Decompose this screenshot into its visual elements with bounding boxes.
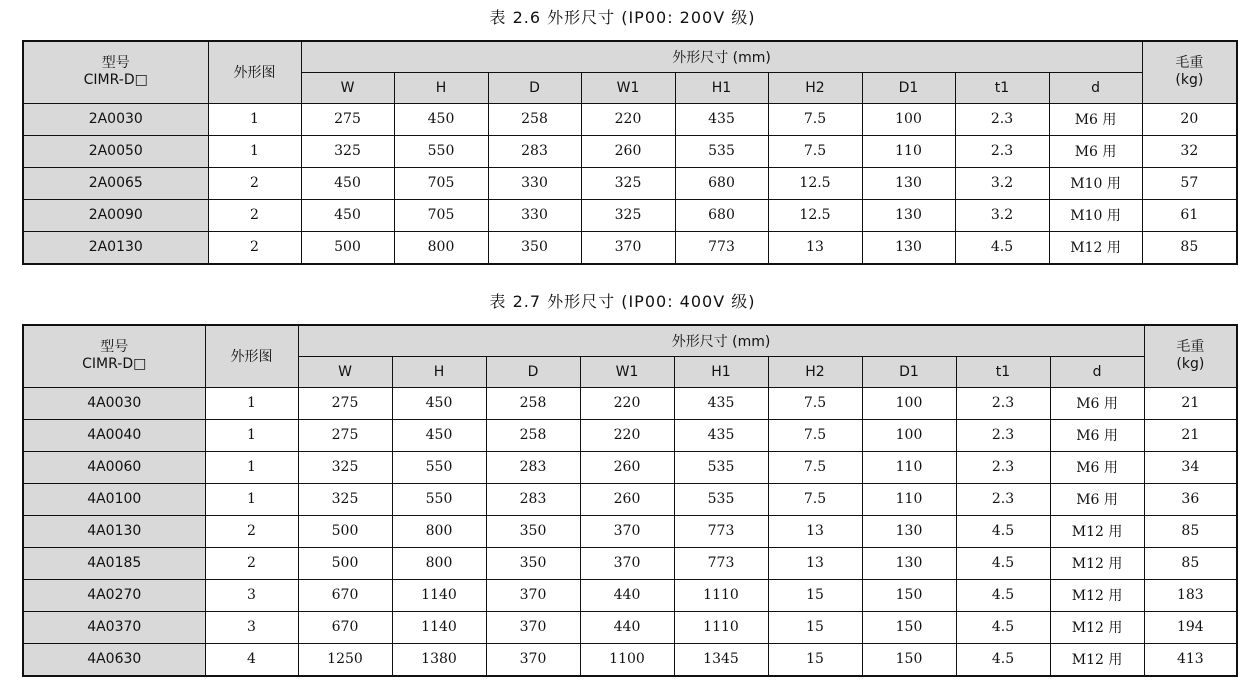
dimension-cell: 350	[486, 515, 580, 547]
dimension-cell: 370	[486, 579, 580, 611]
dimension-cell: M12 用	[1050, 643, 1144, 676]
dimension-cell: 7.5	[768, 451, 862, 483]
figure-cell: 2	[208, 167, 301, 199]
dimension-cell: 2.3	[955, 135, 1049, 167]
model-header-label: 型号	[101, 55, 130, 72]
weight-cell: 34	[1144, 451, 1237, 483]
dimension-cell: 4.5	[956, 547, 1050, 579]
weight-cell: 194	[1144, 611, 1237, 643]
dimensions-table-200v	[22, 40, 1238, 265]
dimension-cell: 1250	[298, 643, 392, 676]
dimension-cell: 773	[674, 515, 768, 547]
figure-cell: 1	[205, 419, 298, 451]
model-header-sub: CIMR-D□	[82, 356, 147, 373]
dimension-cell: 220	[580, 419, 674, 451]
table-row	[23, 167, 1237, 199]
weight-header	[1144, 325, 1237, 387]
figure-header: 外形图	[205, 325, 298, 387]
dimension-cell: 2.3	[955, 103, 1049, 135]
dimension-cell: 130	[862, 547, 956, 579]
figure-cell: 1	[205, 483, 298, 515]
dimension-cell: 4.5	[955, 231, 1049, 264]
dimension-cell: 2.3	[956, 483, 1050, 515]
figure-cell: 3	[205, 611, 298, 643]
model-cell: 4A0185	[23, 547, 205, 579]
dimension-cell: 330	[488, 199, 581, 231]
dimension-cell: 1140	[392, 611, 486, 643]
dimension-cell: M6 用	[1050, 419, 1144, 451]
dimension-cell: 325	[298, 483, 392, 515]
dimension-column-header: H1	[675, 72, 768, 103]
dimension-cell: 13	[768, 515, 862, 547]
dimension-cell: 4.5	[956, 643, 1050, 676]
dimension-cell: 325	[298, 451, 392, 483]
dimension-cell: 283	[486, 451, 580, 483]
dimension-column-header: D	[486, 356, 580, 387]
figure-header: 外形图	[208, 41, 301, 103]
dimension-cell: M6 用	[1049, 135, 1142, 167]
dimensions-group-header: 外形尺寸 (mm)	[301, 41, 1142, 72]
dimension-cell: 350	[486, 547, 580, 579]
table-row	[23, 135, 1237, 167]
dimension-cell: 535	[675, 135, 768, 167]
dimension-cell: M10 用	[1049, 167, 1142, 199]
dimension-cell: 680	[675, 167, 768, 199]
dimension-cell: 450	[301, 167, 394, 199]
dimension-cell: 100	[862, 103, 955, 135]
dimension-cell: 258	[486, 419, 580, 451]
weight-header-label: 毛重	[1176, 339, 1205, 356]
dimension-cell: 3.2	[955, 199, 1049, 231]
dimension-cell: 500	[298, 515, 392, 547]
model-cell: 2A0090	[23, 199, 208, 231]
table-row	[23, 419, 1237, 451]
dimension-cell: 370	[486, 611, 580, 643]
weight-header-label: 毛重	[1175, 55, 1204, 72]
dimension-cell: 1380	[392, 643, 486, 676]
dimension-cell: 435	[674, 387, 768, 419]
dimension-cell: 7.5	[768, 135, 862, 167]
dimension-column-header: D1	[862, 356, 956, 387]
dimension-cell: 150	[862, 579, 956, 611]
dimension-cell: M12 用	[1050, 579, 1144, 611]
header-row	[23, 41, 1237, 72]
dimension-column-header: H1	[674, 356, 768, 387]
dimension-cell: M12 用	[1050, 515, 1144, 547]
model-header	[23, 41, 208, 103]
model-header-label: 型号	[100, 339, 129, 356]
dimension-cell: 15	[768, 611, 862, 643]
weight-cell: 36	[1144, 483, 1237, 515]
dimension-cell: M12 用	[1050, 547, 1144, 579]
table-row	[23, 515, 1237, 547]
table-caption-200v: 表 2.6 外形尺寸 (IP00: 200V 级)	[489, 8, 756, 27]
dimension-cell: 325	[301, 135, 394, 167]
dimension-column-header: H2	[768, 72, 862, 103]
table-row	[23, 643, 1237, 676]
figure-cell: 4	[205, 643, 298, 676]
dimension-cell: 15	[768, 643, 862, 676]
dimension-cell: M6 用	[1049, 103, 1142, 135]
dimension-cell: 13	[768, 231, 862, 264]
weight-header-unit: (kg)	[1175, 72, 1204, 89]
figure-cell: 2	[208, 231, 301, 264]
dimension-cell: 260	[581, 135, 675, 167]
model-cell: 4A0040	[23, 419, 205, 451]
dimension-cell: 220	[580, 387, 674, 419]
table-caption-400v: 表 2.7 外形尺寸 (IP00: 400V 级)	[489, 292, 756, 311]
table-row	[23, 547, 1237, 579]
dimension-cell: 12.5	[768, 167, 862, 199]
dimension-cell: 7.5	[768, 483, 862, 515]
dimension-cell: 150	[862, 611, 956, 643]
dimension-cell: 1110	[674, 579, 768, 611]
model-cell: 4A0130	[23, 515, 205, 547]
dimension-column-header: d	[1050, 356, 1144, 387]
weight-cell: 21	[1144, 387, 1237, 419]
dimension-column-header: W	[298, 356, 392, 387]
dimension-column-header: W	[301, 72, 394, 103]
dimension-cell: 4.5	[956, 579, 1050, 611]
dimension-cell: 1345	[674, 643, 768, 676]
dimension-cell: 550	[392, 483, 486, 515]
dimension-cell: M12 用	[1049, 231, 1142, 264]
model-header-sub: CIMR-D□	[83, 72, 148, 89]
dimension-cell: 535	[674, 483, 768, 515]
dimension-cell: 2.3	[956, 387, 1050, 419]
dimension-cell: 670	[298, 611, 392, 643]
dimension-column-header: d	[1049, 72, 1142, 103]
figure-cell: 2	[205, 515, 298, 547]
model-cell: 2A0065	[23, 167, 208, 199]
dimension-cell: 705	[394, 167, 488, 199]
dimension-cell: 3.2	[955, 167, 1049, 199]
dimension-cell: 500	[301, 231, 394, 264]
model-header	[23, 325, 205, 387]
dimension-cell: 15	[768, 579, 862, 611]
dimension-cell: 110	[862, 135, 955, 167]
dimension-cell: 325	[581, 199, 675, 231]
model-cell: 4A0100	[23, 483, 205, 515]
dimension-cell: 435	[674, 419, 768, 451]
dimension-cell: 275	[298, 419, 392, 451]
dimension-cell: 773	[674, 547, 768, 579]
dimension-cell: 370	[580, 515, 674, 547]
dimension-cell: 705	[394, 199, 488, 231]
dimension-cell: M6 用	[1050, 387, 1144, 419]
dimension-cell: 275	[301, 103, 394, 135]
weight-cell: 32	[1142, 135, 1237, 167]
dimension-cell: 440	[580, 579, 674, 611]
dimension-cell: 800	[392, 515, 486, 547]
dimension-cell: 1140	[392, 579, 486, 611]
weight-cell: 183	[1144, 579, 1237, 611]
dimension-column-header: D	[488, 72, 581, 103]
dimension-cell: 4.5	[956, 611, 1050, 643]
dimension-cell: 7.5	[768, 103, 862, 135]
dimension-cell: 330	[488, 167, 581, 199]
dimension-cell: 550	[392, 451, 486, 483]
weight-cell: 61	[1142, 199, 1237, 231]
dimension-cell: 130	[862, 199, 955, 231]
dimension-cell: 100	[862, 387, 956, 419]
dimension-cell: 260	[580, 451, 674, 483]
dimension-cell: 130	[862, 231, 955, 264]
dimension-cell: 258	[488, 103, 581, 135]
model-cell: 2A0130	[23, 231, 208, 264]
dimension-cell: 440	[580, 611, 674, 643]
weight-header	[1142, 41, 1237, 103]
figure-cell: 3	[205, 579, 298, 611]
dimension-cell: 370	[580, 547, 674, 579]
dimension-cell: 535	[674, 451, 768, 483]
dimension-cell: 7.5	[768, 387, 862, 419]
dimension-cell: 450	[392, 419, 486, 451]
model-cell: 2A0030	[23, 103, 208, 135]
weight-cell: 85	[1144, 547, 1237, 579]
model-cell: 2A0050	[23, 135, 208, 167]
dimension-cell: M6 用	[1050, 451, 1144, 483]
dimension-cell: 110	[862, 483, 956, 515]
table-row	[23, 199, 1237, 231]
table-row	[23, 451, 1237, 483]
weight-header-unit: (kg)	[1176, 356, 1205, 373]
dimension-cell: 275	[298, 387, 392, 419]
dimension-cell: 800	[394, 231, 488, 264]
table-row	[23, 231, 1237, 264]
figure-cell: 1	[205, 387, 298, 419]
dimension-column-header: W1	[581, 72, 675, 103]
dimension-cell: M12 用	[1050, 611, 1144, 643]
dimension-cell: 325	[581, 167, 675, 199]
dimension-cell: 12.5	[768, 199, 862, 231]
dimension-column-header: H2	[768, 356, 862, 387]
weight-cell: 57	[1142, 167, 1237, 199]
dimensions-table-400v	[22, 324, 1238, 677]
dimension-column-header: D1	[862, 72, 955, 103]
table-row	[23, 579, 1237, 611]
dimension-cell: 220	[581, 103, 675, 135]
dimension-column-header: H	[394, 72, 488, 103]
dimension-cell: M10 用	[1049, 199, 1142, 231]
figure-cell: 2	[205, 547, 298, 579]
table-row	[23, 387, 1237, 419]
dimension-cell: 260	[580, 483, 674, 515]
model-cell: 4A0270	[23, 579, 205, 611]
figure-cell: 2	[208, 199, 301, 231]
dimension-cell: 1110	[674, 611, 768, 643]
dimension-cell: 2.3	[956, 419, 1050, 451]
dimension-cell: 450	[394, 103, 488, 135]
figure-cell: 1	[208, 135, 301, 167]
dimension-cell: 130	[862, 515, 956, 547]
dimension-cell: 150	[862, 643, 956, 676]
weight-cell: 20	[1142, 103, 1237, 135]
dimension-column-header: W1	[580, 356, 674, 387]
weight-cell: 413	[1144, 643, 1237, 676]
dimension-cell: 450	[301, 199, 394, 231]
weight-cell: 21	[1144, 419, 1237, 451]
header-row	[23, 325, 1237, 356]
dimension-cell: 100	[862, 419, 956, 451]
weight-cell: 85	[1144, 515, 1237, 547]
dimension-cell: 283	[486, 483, 580, 515]
dimension-cell: 773	[675, 231, 768, 264]
dimension-cell: 258	[486, 387, 580, 419]
weight-cell: 85	[1142, 231, 1237, 264]
dimensions-group-header: 外形尺寸 (mm)	[298, 325, 1144, 356]
table-row	[23, 103, 1237, 135]
dimension-cell: 435	[675, 103, 768, 135]
dimension-cell: 450	[392, 387, 486, 419]
dimension-column-header: t1	[955, 72, 1049, 103]
table-row	[23, 611, 1237, 643]
table-row	[23, 483, 1237, 515]
dimension-cell: M6 用	[1050, 483, 1144, 515]
dimension-cell: 130	[862, 167, 955, 199]
dimension-cell: 283	[488, 135, 581, 167]
model-cell: 4A0060	[23, 451, 205, 483]
dimension-cell: 670	[298, 579, 392, 611]
dimension-cell: 4.5	[956, 515, 1050, 547]
dimension-cell: 500	[298, 547, 392, 579]
dimension-cell: 370	[581, 231, 675, 264]
dimension-column-header: t1	[956, 356, 1050, 387]
figure-cell: 1	[208, 103, 301, 135]
dimension-cell: 350	[488, 231, 581, 264]
dimension-cell: 1100	[580, 643, 674, 676]
figure-cell: 1	[205, 451, 298, 483]
dimension-cell: 7.5	[768, 419, 862, 451]
model-cell: 4A0030	[23, 387, 205, 419]
dimension-cell: 13	[768, 547, 862, 579]
model-cell: 4A0630	[23, 643, 205, 676]
dimension-cell: 370	[486, 643, 580, 676]
dimension-column-header: H	[392, 356, 486, 387]
dimension-cell: 680	[675, 199, 768, 231]
dimension-cell: 2.3	[956, 451, 1050, 483]
model-cell: 4A0370	[23, 611, 205, 643]
dimension-cell: 800	[392, 547, 486, 579]
dimension-cell: 550	[394, 135, 488, 167]
dimension-cell: 110	[862, 451, 956, 483]
